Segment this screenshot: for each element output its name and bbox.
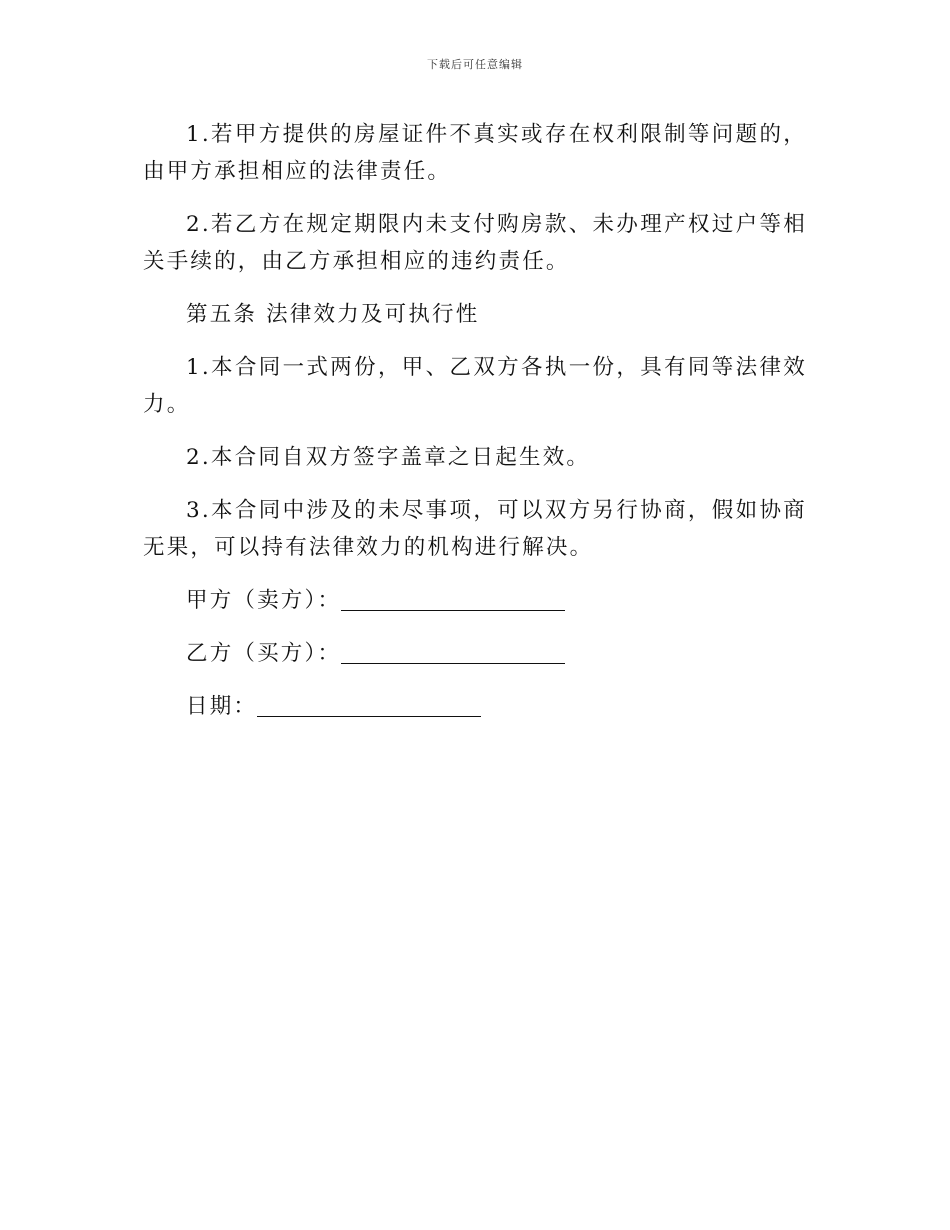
clause-unresolved-matters: 3.本合同中涉及的未尽事项，可以双方另行协商，假如协商无果，可以持有法律效力的机构进行解决。 xyxy=(143,498,807,560)
page-header: 下载后可任意编辑 xyxy=(427,58,523,71)
signature-party-a-label: 甲方（卖方）： xyxy=(186,588,342,613)
clause-party-b-liability: 2.若乙方在规定期限内未支付购房款、未办理产权过户等相关手续的，由乙方承担相应的违约责任。 xyxy=(143,212,807,274)
clause-party-a-liability: 1.若甲方提供的房屋证件不真实或存在权利限制等问题的，由甲方承担相应的法律责任。 xyxy=(143,122,807,184)
signature-party-b-blank xyxy=(341,637,565,664)
signature-date-label: 日期： xyxy=(186,694,258,719)
signature-party-a-blank xyxy=(341,584,565,611)
signature-date-blank xyxy=(257,690,481,717)
clause-copies: 1.本合同一式两份，甲、乙双方各执一份，具有同等法律效力。 xyxy=(143,355,807,417)
signature-party-b xyxy=(143,635,807,672)
section-title-article-5: 第五条 法律效力及可执行性 xyxy=(186,302,480,327)
signature-party-a xyxy=(143,582,807,619)
clause-effective-date: 2.本合同自双方签字盖章之日起生效。 xyxy=(186,445,591,470)
signature-party-b-label: 乙方（买方）： xyxy=(186,641,342,666)
document-body xyxy=(143,116,807,741)
signature-date xyxy=(143,688,807,725)
